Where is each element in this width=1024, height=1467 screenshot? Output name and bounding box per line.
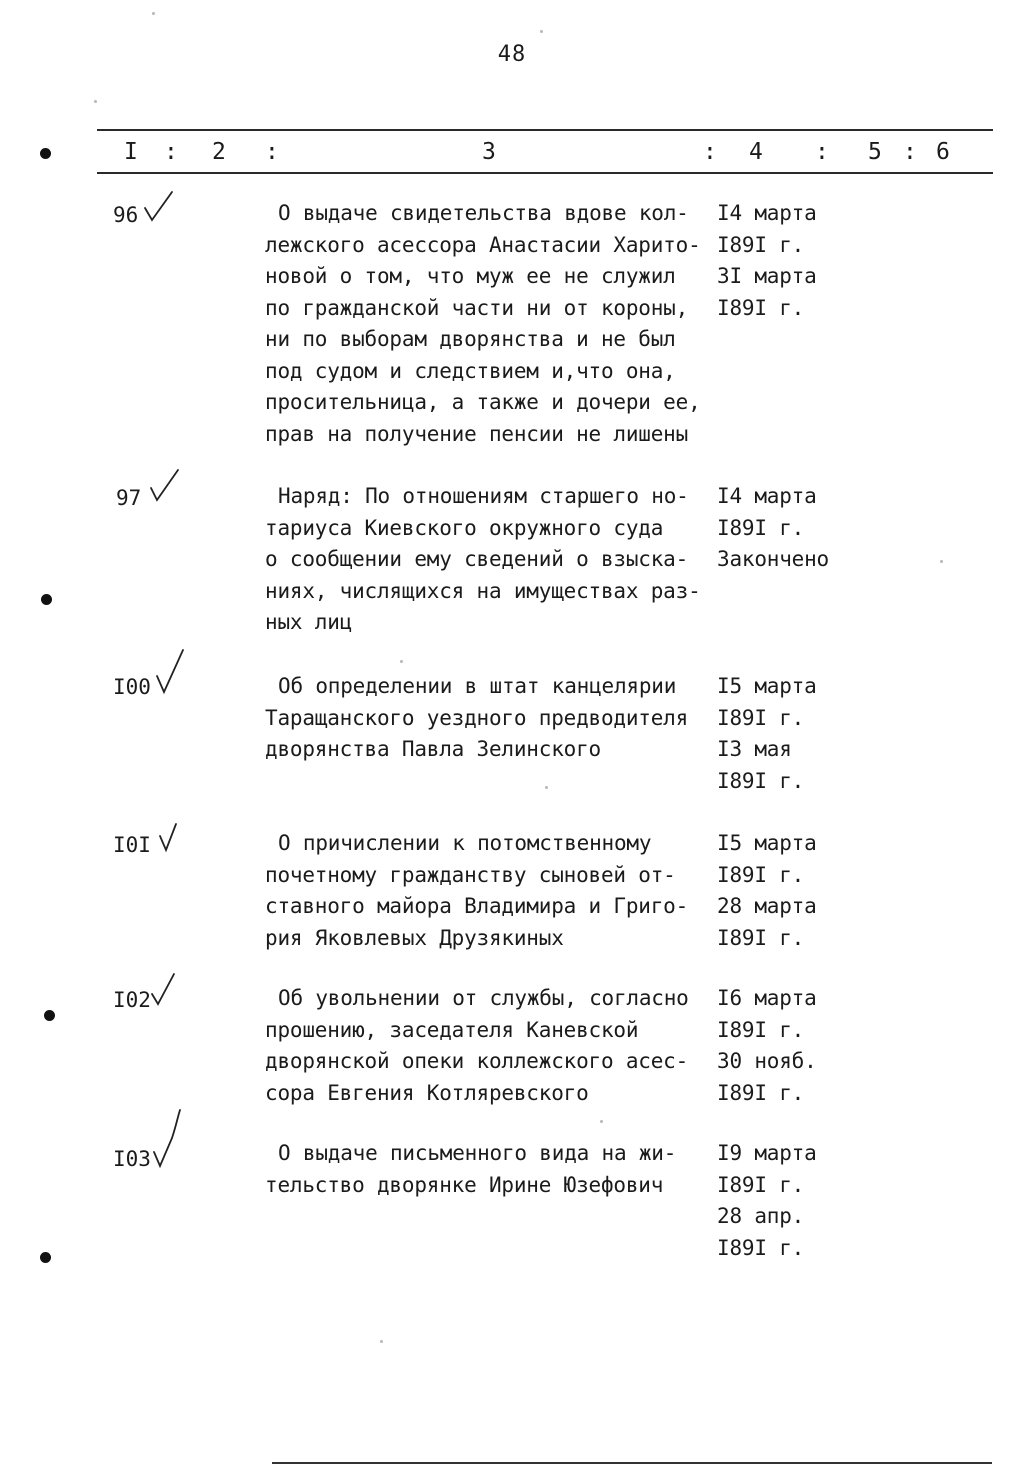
date-line: Закончено bbox=[717, 547, 829, 571]
column-separator: : bbox=[903, 139, 917, 165]
date-line: I89I г. bbox=[717, 232, 805, 257]
description-line: сора Евгения Котляревского bbox=[265, 1080, 589, 1105]
description-line: Об определении в штат канцелярии bbox=[278, 674, 677, 698]
column-separator: : bbox=[815, 139, 829, 165]
description-line: ставного майора Владимира и Григо- bbox=[265, 894, 689, 918]
record-number: I00 bbox=[113, 675, 151, 699]
column-header-5: 5 bbox=[868, 139, 882, 165]
description-line: почетному гражданству сыновей от- bbox=[265, 862, 676, 887]
record-description bbox=[265, 671, 715, 766]
date-line: I89I г. bbox=[717, 515, 805, 540]
scan-speck bbox=[152, 12, 155, 15]
description-line: О выдаче письменного вида на жи- bbox=[278, 1141, 677, 1165]
record-dates bbox=[717, 198, 847, 324]
date-line: I89I г. bbox=[717, 1017, 805, 1042]
date-line: I9 марта bbox=[717, 1141, 817, 1165]
column-header-1: I bbox=[124, 139, 138, 165]
date-line: I89I г. bbox=[717, 925, 805, 950]
record-dates bbox=[717, 671, 847, 797]
scan-speck bbox=[94, 100, 97, 103]
description-line: дворянства Павла Зелинского bbox=[265, 737, 601, 761]
date-line: 28 апр. bbox=[717, 1204, 805, 1228]
date-line: 3I марта bbox=[717, 264, 817, 288]
record-number: 97 bbox=[116, 486, 142, 510]
description-line: ных лиц bbox=[265, 610, 353, 634]
description-line: просительница, а также и дочери ее, bbox=[265, 390, 701, 414]
description-line: тельство дворянке Ирине Юзефович bbox=[265, 1172, 664, 1197]
scan-speck bbox=[940, 560, 943, 563]
description-line: дворянской опеки коллежского асес- bbox=[265, 1049, 689, 1073]
date-line: I6 марта bbox=[717, 986, 817, 1010]
column-separator: : bbox=[703, 139, 717, 165]
scan-speck bbox=[600, 1120, 603, 1123]
description-line: по гражданской части ни от короны, bbox=[265, 295, 689, 320]
checkmark-icon bbox=[148, 468, 188, 508]
description-line: прошению, заседателя Каневской bbox=[265, 1017, 639, 1042]
record-dates bbox=[717, 828, 847, 954]
column-header-2: 2 bbox=[212, 139, 226, 165]
column-header-4: 4 bbox=[749, 139, 763, 165]
column-header-3: 3 bbox=[482, 139, 496, 165]
record-number: I03 bbox=[113, 1147, 151, 1171]
description-line: под судом и следствием и,что она, bbox=[265, 358, 676, 383]
binding-hole-mark bbox=[40, 1252, 51, 1263]
record-description bbox=[265, 983, 715, 1109]
date-line: I89I г. bbox=[717, 862, 805, 887]
record-description bbox=[265, 198, 715, 450]
record-description bbox=[265, 481, 715, 639]
description-line: лежского асессора Анастасии Харито- bbox=[265, 232, 701, 257]
description-line: ниях, числящихся на имуществах раз- bbox=[265, 578, 701, 603]
record-dates bbox=[717, 481, 847, 576]
date-line: I3 мая bbox=[717, 737, 792, 761]
checkmark-icon bbox=[142, 190, 182, 226]
checkmark-icon bbox=[150, 972, 180, 1012]
description-line: рия Яковлевых Друзякиных bbox=[265, 925, 564, 950]
record-dates bbox=[717, 1138, 847, 1264]
record-number: I02 bbox=[113, 988, 151, 1012]
date-line: I89I г. bbox=[717, 1235, 805, 1260]
date-line: I89I г. bbox=[717, 1172, 805, 1197]
column-header-6: 6 bbox=[936, 139, 950, 165]
description-line: новой о том, что муж ее не служил bbox=[265, 264, 676, 288]
date-line: I5 марта bbox=[717, 674, 817, 698]
header-bottom-rule bbox=[97, 172, 993, 174]
description-line: Таращанского уездного предводителя bbox=[265, 705, 689, 730]
description-line: прав на получение пенсии не лишены bbox=[265, 421, 689, 446]
record-number: 96 bbox=[113, 203, 139, 227]
date-line: I4 марта bbox=[717, 201, 817, 225]
header-top-rule bbox=[97, 129, 993, 131]
date-line: I5 марта bbox=[717, 831, 817, 855]
date-line: I89I г. bbox=[717, 768, 805, 793]
checkmark-icon bbox=[155, 648, 195, 698]
scan-speck bbox=[380, 1340, 383, 1343]
description-line: о сообщении ему сведений о взыска- bbox=[265, 547, 689, 571]
record-description bbox=[265, 1138, 715, 1201]
column-separator: : bbox=[164, 139, 178, 165]
description-line: Наряд: По отношениям старшего но- bbox=[278, 484, 689, 508]
date-line: 30 нояб. bbox=[717, 1049, 817, 1073]
record-dates bbox=[717, 983, 847, 1109]
binding-hole-mark bbox=[41, 594, 52, 605]
scan-speck bbox=[540, 30, 543, 33]
record-number: I0I bbox=[113, 833, 151, 857]
date-line: I89I г. bbox=[717, 705, 805, 730]
checkmark-icon bbox=[152, 1108, 188, 1172]
date-line: I89I г. bbox=[717, 1080, 805, 1105]
page-number: 48 bbox=[497, 42, 527, 67]
description-line: О выдаче свидетельства вдове кол- bbox=[278, 201, 689, 225]
date-line: I4 марта bbox=[717, 484, 817, 508]
column-separator: : bbox=[265, 139, 279, 165]
description-line: Об увольнении от службы, согласно bbox=[278, 986, 689, 1010]
description-line: тариуса Киевского окружного суда bbox=[265, 515, 664, 540]
date-line: 28 марта bbox=[717, 894, 817, 918]
description-line: ни по выборам дворянства и не был bbox=[265, 327, 676, 351]
scan-speck bbox=[545, 786, 548, 789]
date-line: I89I г. bbox=[717, 295, 805, 320]
checkmark-icon bbox=[158, 822, 182, 858]
binding-hole-mark bbox=[40, 148, 51, 159]
description-line: О причислении к потомственному bbox=[278, 831, 652, 855]
bottom-edge-rule bbox=[272, 1462, 992, 1464]
binding-hole-mark bbox=[44, 1010, 55, 1021]
record-description bbox=[265, 828, 715, 954]
scan-speck bbox=[400, 660, 403, 663]
